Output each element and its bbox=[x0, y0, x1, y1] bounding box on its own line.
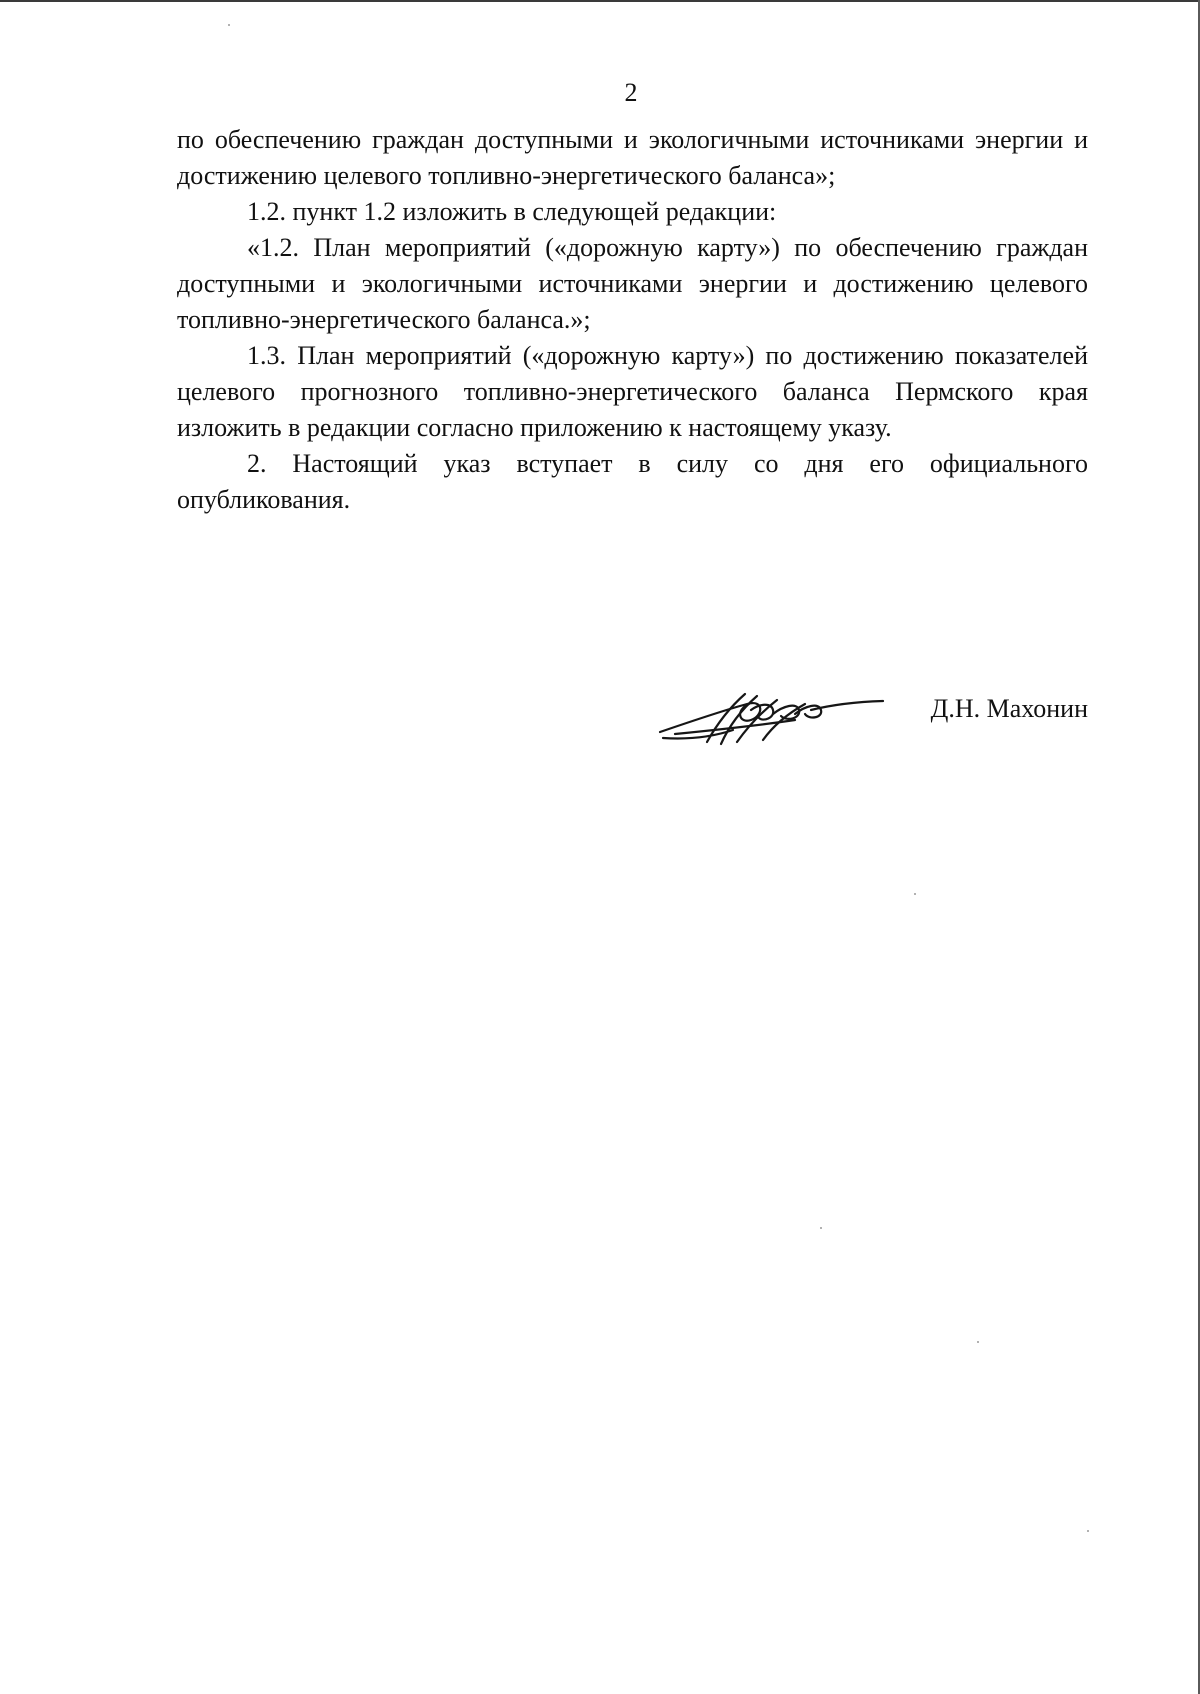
scan-speck bbox=[1087, 1530, 1089, 1532]
scan-speck bbox=[977, 1341, 979, 1343]
signature-block bbox=[655, 680, 1088, 750]
paragraph-item-2: 2. Настоящий указ вступает в силу со дня его официального опубликования. bbox=[177, 449, 1088, 514]
paragraph-item-1-2-wording: «1.2. План мероприятий («дорожную карту») по обеспечению граждан доступными и экологичными источниками энергии и достижению целевого топливно-энергетического баланса.»; bbox=[177, 233, 1088, 334]
handwritten-signature bbox=[655, 680, 885, 750]
scan-speck bbox=[914, 893, 916, 895]
paragraph-item-1-2-intro: 1.2. пункт 1.2 изложить в следующей редакции: bbox=[247, 197, 777, 226]
scan-speck bbox=[228, 24, 230, 26]
paragraph-continuation: по обеспечению граждан доступными и экологичными источниками энергии и достижению целевого топливно-энергетического баланса»; bbox=[177, 125, 1088, 190]
scan-speck bbox=[820, 1227, 822, 1229]
scan-top-edge bbox=[0, 0, 1200, 2]
signer-name: Д.Н. Махонин bbox=[930, 694, 1088, 723]
paragraph-item-1-3: 1.3. План мероприятий («дорожную карту») по достижению показателей целевого прогнозного топливно-энергетического баланса Пермского края изложить в редакции согласно приложению к настоящему указу. bbox=[177, 341, 1088, 442]
decree-body bbox=[177, 122, 1088, 518]
page-number: 2 bbox=[624, 78, 638, 107]
